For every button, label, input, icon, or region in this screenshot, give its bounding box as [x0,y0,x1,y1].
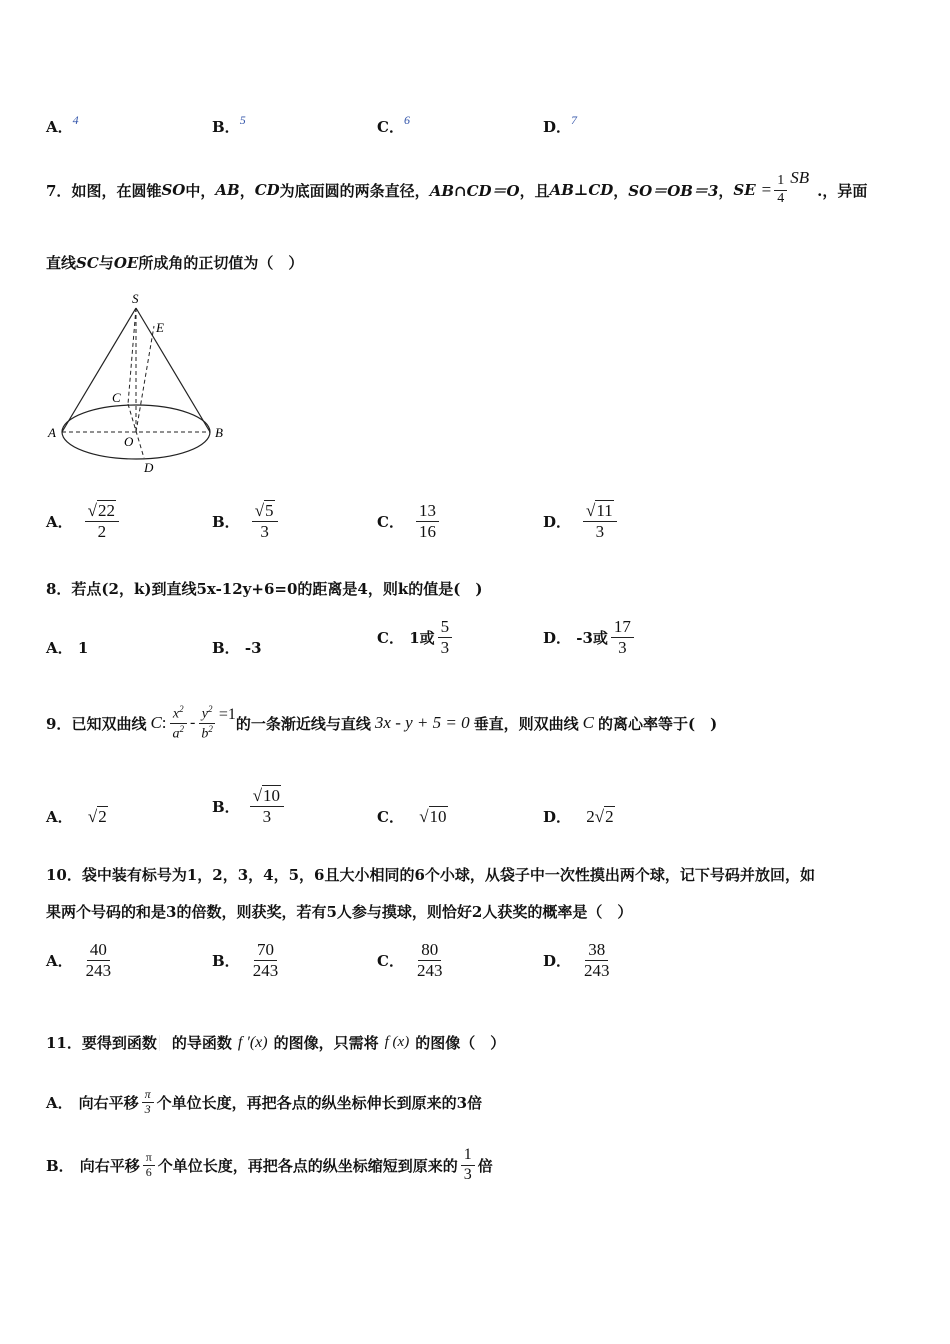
q6-option-a: A．$^4$ [46,113,79,136]
q11-option-a: A． 向右平移 $\frac{\pi}{3}$ 个单位长度，再把各点的纵坐标伸长到原来的3倍 [46,1086,483,1116]
q7-option-d: D． $\frac{√11}{3}$ [543,496,620,546]
segment-sc [128,308,136,404]
cone-figure [44,286,244,478]
q9-option-d: D． 2√2 [543,807,614,826]
q6-option-d: D．$^7$ [543,113,578,136]
q8-option-c: C． 1或 $\frac{5}{3}$ [377,612,455,662]
label-o: O [124,434,134,449]
q9-option-b: B． $\frac{√10}{3}$ [212,780,287,832]
q10-option-d: D． $\frac{38}{243}$ [543,939,610,980]
label-a: A [48,425,56,440]
label-b: B [215,425,223,440]
q10-stem-line2: 果两个号码的和是3的倍数，则获奖，若有5人参与摸球，则恰好2人获奖的概率是（ ） [46,903,633,921]
label-d: D [144,460,154,475]
label-e: E [156,320,164,335]
q7-option-a: A． $\frac{√22}{2}$ [46,496,122,546]
q11-stem: 11． 要得到函数 的导函数 f ′(x) 的图像，只需将 f (x) 的图像（ ） [46,1033,506,1052]
q7-stem-line2: 直线SC与OE所成角的正切值为（ ） [46,254,304,272]
q7-stem-line1: 7． 如图，在圆锥 SO 中， AB ， CD 为底面圆的两条直径， AB∩CD＝O ，且 AB⊥CD ， SO＝OB＝3 ， SE = $\frac{1}{4}$ SB .，异面 [46,168,868,206]
q9-stem: 9． 已知双曲线 C : $\frac{x^2}{a^2}$ - $\frac{y^2}{b^2}$ =1 的一条渐近线与直线 3x - y + 5 = 0 垂直，则双曲线 C 的离心率等于( ) [46,703,718,742]
q6-option-c: C．$^6$ [377,113,410,136]
q10-option-c: C． $\frac{80}{243}$ [377,939,443,980]
q8-option-a: A． 1 [46,639,89,657]
q8-stem: 8．若点(2，k)到直线5x-12y+6=0的距离是4，则k的值是( ) [46,580,483,598]
generatrix-sb [136,308,210,432]
q11-option-b: B． 向右平移 $\frac{\pi}{6}$ 个单位长度，再把各点的纵坐标缩短到原来的 $\frac{1}{3}$ 倍 [46,1146,493,1183]
q10-option-b: B． $\frac{70}{243}$ [212,939,279,980]
q6-option-b: B．$^5$ [212,113,246,136]
q8-option-d: D． -3或 $\frac{17}{3}$ [543,612,637,662]
segment-oe [136,326,154,432]
q9-option-a: A． √2 [46,807,107,826]
q7-fraction: $\frac{1}{4}$ [774,173,787,206]
q10-option-a: A． $\frac{40}{243}$ [46,939,112,980]
label-c: C [112,390,121,405]
q7-option-b: B． $\frac{√5}{3}$ [212,496,281,546]
function-placeholder-image [159,1035,170,1051]
generatrix-sa [62,308,136,432]
q7-option-c: C． $\frac{13}{16}$ [377,496,442,546]
q9-option-c: C． √10 [377,807,447,826]
label-s: S [132,291,139,306]
q10-stem-line1: 10．袋中装有标号为1，2，3，4，5，6且大小相同的6个小球，从袋子中一次性摸出两个球，记下号码并放回，如 [46,866,815,884]
q8-option-b: B． -3 [212,639,262,657]
